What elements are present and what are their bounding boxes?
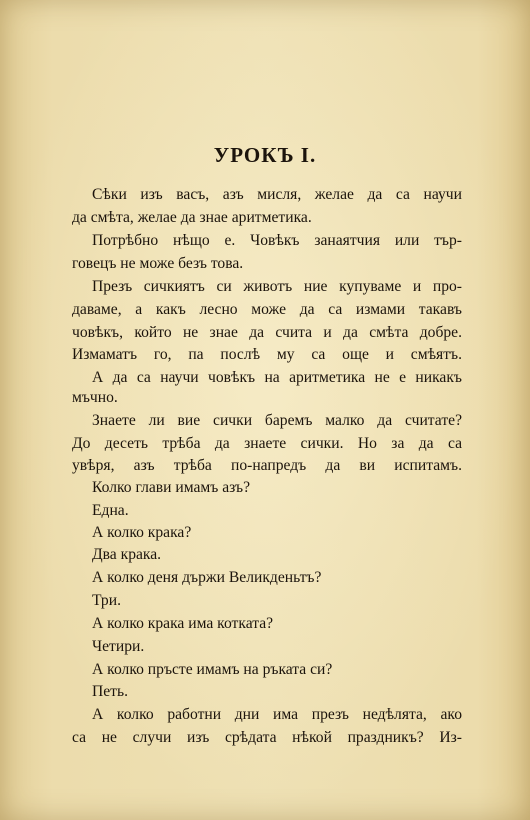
text-line: А колко работни дни има презъ недѣлята, ако [92, 706, 462, 723]
text-line: А да са научи човѣкъ на аритметика не е никакъ [92, 369, 462, 386]
text-line: говецъ не може безъ това. [72, 255, 244, 272]
text-line: човѣкъ, който не знае да счита и да смѣта добре. [72, 324, 462, 341]
text-line: Два крака. [92, 546, 162, 563]
text-line: Знаете ли вие сички баремъ малко да считате? [92, 412, 462, 429]
text-line: Презъ сичкиятъ си животъ ние купуваме и про- [92, 278, 462, 295]
text-line: А колко пръсте имамъ на ръката си? [92, 661, 333, 678]
text-line: А колко деня държи Великденьтъ? [92, 569, 322, 586]
text-line: Три. [92, 592, 121, 609]
text-line: Измаматъ го, па послѣ му са още и смѣятъ. [72, 346, 462, 363]
text-line: даваме, а какъ лесно може да са измами такавъ [72, 301, 462, 318]
text-line: А колко крака? [92, 524, 192, 541]
text-line: А колко крака има котката? [92, 615, 274, 632]
text-line: До десеть трѣба да знаете сички. Но за да са [72, 435, 462, 452]
text-line: Четири. [92, 638, 145, 655]
text-line: са не случи изъ срѣдата нѣкой праздникъ? Из- [72, 729, 462, 746]
text-line: увѣря, азъ трѣба по-напредъ да ви испитамъ. [72, 457, 462, 474]
text-line: мъчно. [72, 389, 118, 406]
text-line: Петь. [92, 683, 129, 700]
text-line: Колко глави имамъ азъ? [92, 479, 251, 496]
text-line: да смѣта, желае да знае аритметика. [72, 209, 312, 226]
text-line: Потрѣбно нѣщо е. Човѣкъ занаятчия или тър- [92, 232, 462, 249]
text-line: Сѣки изъ васъ, азъ мисля, желае да са научи [92, 186, 462, 203]
lesson-title: УРОКЪ I. [213, 143, 317, 167]
text-line: Една. [92, 502, 129, 519]
